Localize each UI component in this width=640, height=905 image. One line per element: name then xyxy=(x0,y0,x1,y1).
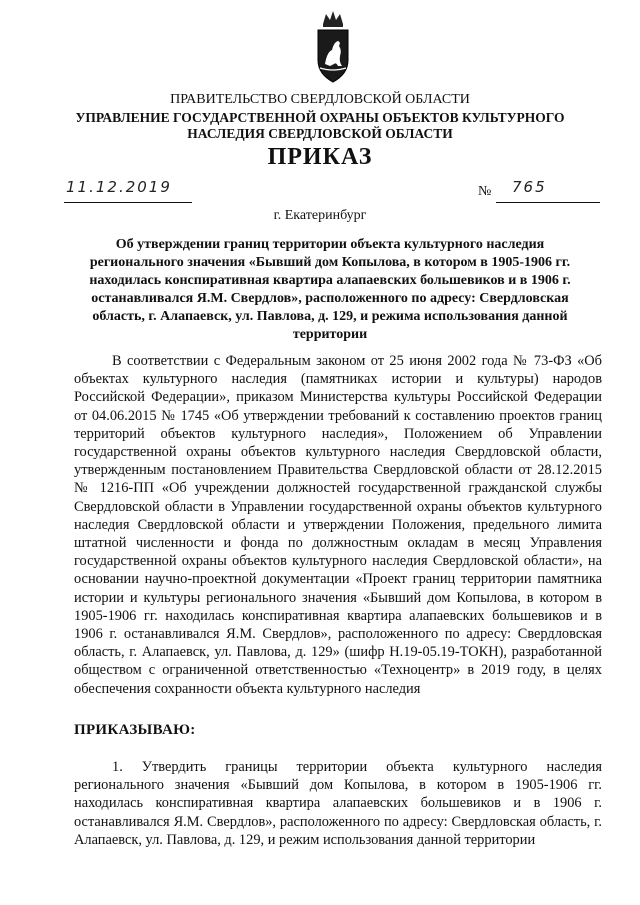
number-label: № xyxy=(478,184,492,199)
handwritten-date: 11.12.2019 xyxy=(66,178,172,196)
preamble-text: В соответствии с Федеральным законом от 25 июня 2002 года № 73-ФЗ «Об объектах культурного наследия (памятниках истории и культуры) народов Российской Федерации», приказом Министерства культуры Российской Федерации от 04.06.2015 № 1745 «Об утверждении требований к составлению проектов границ территорий объектов культурного наследия», Положением об Управлении государственной охраны объектов культурного наследия Свердловской области, утвержденным постановлением Правительства Свердловской области от 28.12.2015 № 1216-ПП «Об учреждении должностей государственной гражданской службы Свердловской области в Управлении государственной охраны объектов культурного наследия Свердловской области и утверждении Положения, предельного лимита штатной численности и фонда по должностным окладам в месяц Управления государственной охраны объектов культурного наследия Свердловской области», на основании научно-проектной документации «Проект границ территории памятника истории и культуры регионального значения «Бывший дом Копылова, в котором в 1905-1906 гг. находилась конспиративная квартира алапаевских большевиков и в 1906 г. останавливался Я.М. Свердлов», расположенного по адресу: Свердловская область, г. Алапаевск, ул. Павлова, д. 129» (шифр Н.19-05.19-ТОКН), разработанной обществом с ограниченной ответственностью «Техноцентр» в 2019 году, в целях обеспечения сохранности объекта культурного наследия xyxy=(74,353,602,697)
ordering-word: ПРИКАЗЫВАЮ: xyxy=(74,722,196,738)
preamble-paragraph xyxy=(74,352,602,698)
coat-of-arms-emblem xyxy=(312,8,354,92)
order-subject: Об утверждении границ территории объекта культурного наследия регионального значения «Бывший дом Копылова, в котором в 1905-1906 гг. находилась конспиративная квартира алапаевских большевиков и в 1906 г. останавливался Я.М. Свердлов», расположенного по адресу: Свердловская область, г. Алапаевск, ул. Павлова, д. 129, и режима использования данной территории xyxy=(89,237,571,342)
order-item-text: 1. Утвердить границы территории объекта культурного наследия регионального значения «Бывший дом Копылова, в котором в 1905-1906 гг. находилась конспиративная квартира алапаевских большевиков и в 1906 г. останавливался Я.М. Свердлов», расположенного по адресу: Свердловская область, г. Алапаевск, ул. Павлова, д. 129, и режим использования данной территории xyxy=(74,759,602,848)
document-type-title: ПРИКАЗ xyxy=(267,144,373,170)
order-item xyxy=(74,758,602,849)
city-line: г. Екатеринбург xyxy=(273,208,367,223)
agency-name: УПРАВЛЕНИЕ ГОСУДАРСТВЕННОЙ ОХРАНЫ ОБЪЕКТОВ КУЛЬТУРНОГО НАСЛЕДИЯ СВЕРДЛОВСКОЙ ОБЛАСТИ xyxy=(75,110,565,141)
date-field xyxy=(64,178,192,203)
government-name: ПРАВИТЕЛЬСТВО СВЕРДЛОВСКОЙ ОБЛАСТИ xyxy=(170,92,470,107)
number-field xyxy=(496,178,600,203)
handwritten-number: 765 xyxy=(512,178,547,196)
